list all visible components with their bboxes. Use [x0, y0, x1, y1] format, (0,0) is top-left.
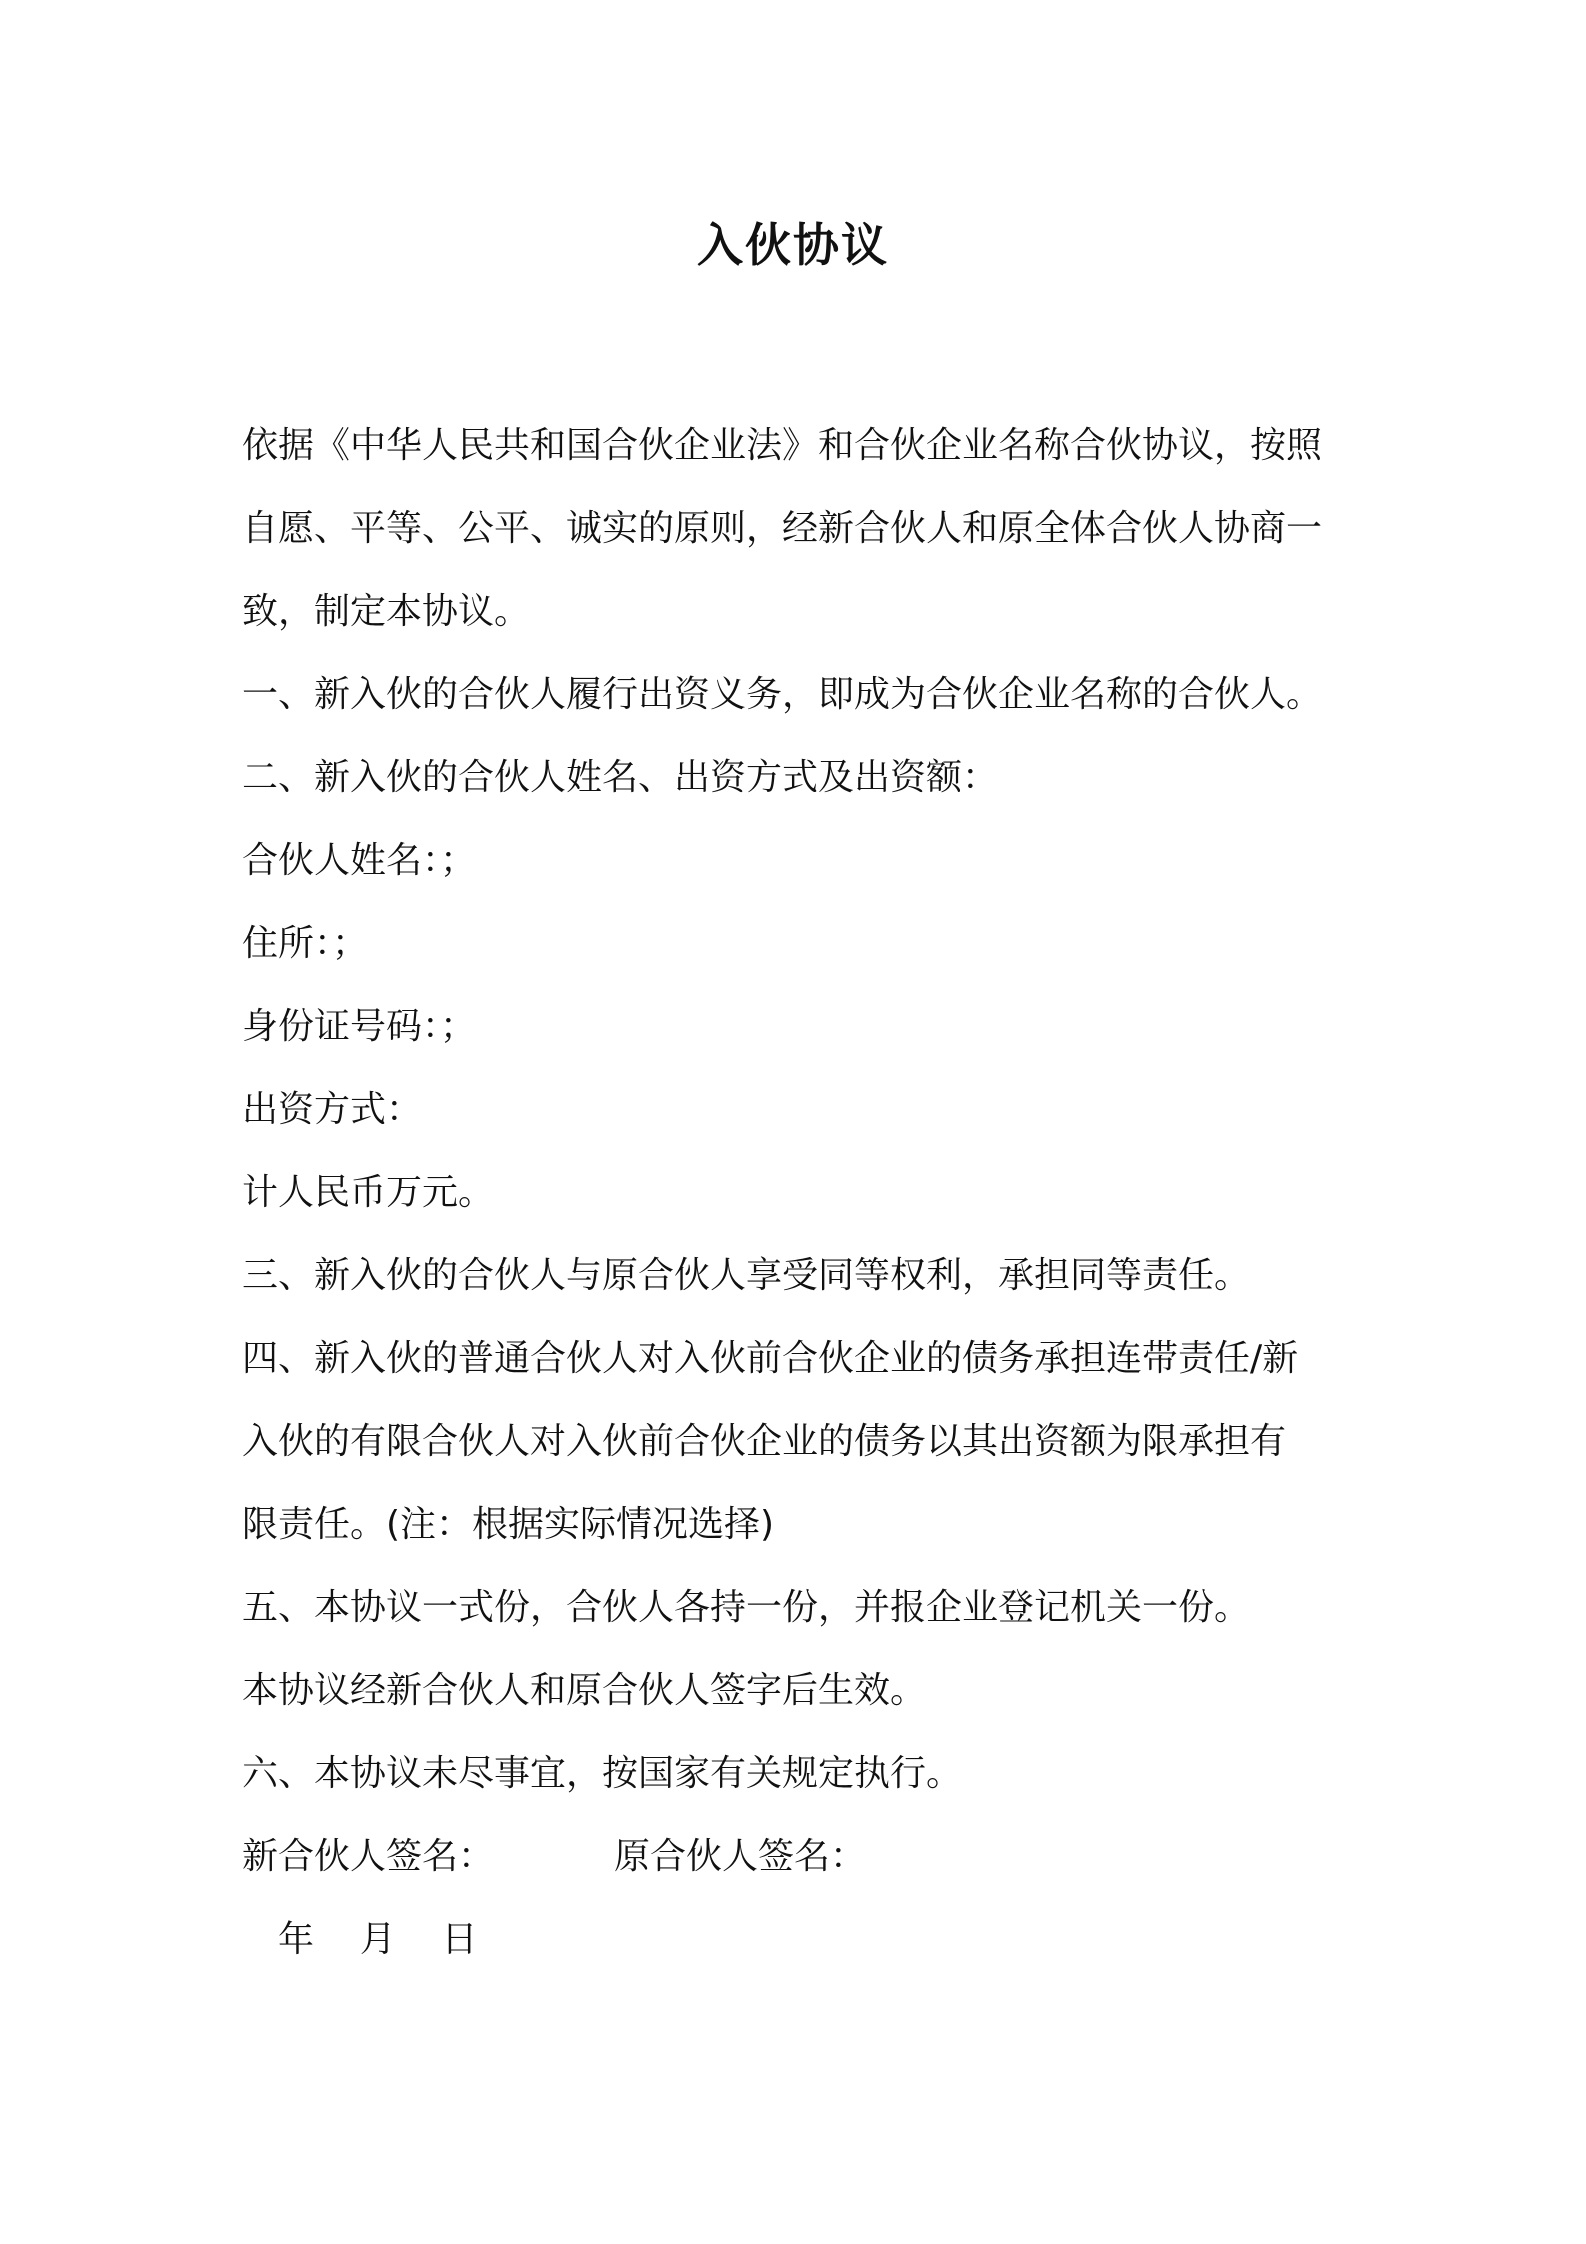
clause-2: 二、新入伙的合伙人姓名、出资方式及出资额： [242, 757, 999, 798]
preamble-line-1: 依据《中华人民共和国合伙企业法》和合伙企业名称合伙协议，按照 [242, 425, 1323, 466]
signature-date: 年 月 日 [278, 1919, 478, 1960]
document-body [242, 404, 1357, 1981]
clause-3: 三、新入伙的合伙人与原合伙人享受同等权利，承担同等责任。 [242, 1255, 1251, 1296]
clause-4-line-1: 四、新入伙的普通合伙人对入伙前合伙企业的债务承担连带责任/新 [242, 1338, 1299, 1379]
new-partner-signature-label: 新合伙人签名： [242, 1836, 495, 1877]
contribution-method-field: 出资方式： [242, 1089, 423, 1130]
clause-4-line-2: 入伙的有限合伙人对入伙前合伙企业的债务以其出资额为限承担有 [242, 1421, 1287, 1462]
clause-1: 一、新入伙的合伙人履行出资义务，即成为合伙企业名称的合伙人。 [242, 674, 1323, 715]
signature-row [242, 1815, 1357, 1898]
effective-statement: 本协议经新合伙人和原合伙人签字后生效。 [242, 1670, 927, 1711]
clause-5: 五、本协议一式份，合伙人各持一份，并报企业登记机关一份。 [242, 1587, 1251, 1628]
id-number-field: 身份证号码：； [242, 1006, 477, 1047]
contribution-amount-field: 计人民币万元。 [242, 1172, 495, 1213]
address-field: 住所：； [242, 923, 369, 964]
preamble-line-3: 致，制定本协议。 [242, 591, 531, 632]
original-partner-signature-label: 原合伙人签名： [614, 1836, 867, 1877]
clause-6: 六、本协议未尽事宜，按国家有关规定执行。 [242, 1753, 963, 1794]
preamble-line-2: 自愿、平等、公平、诚实的原则，经新合伙人和原全体合伙人协商一 [242, 508, 1323, 549]
document-title: 入伙协议 [697, 218, 889, 272]
partner-name-field: 合伙人姓名：； [242, 840, 477, 881]
clause-4-line-3: 限责任。(注：根据实际情况选择) [242, 1504, 775, 1545]
